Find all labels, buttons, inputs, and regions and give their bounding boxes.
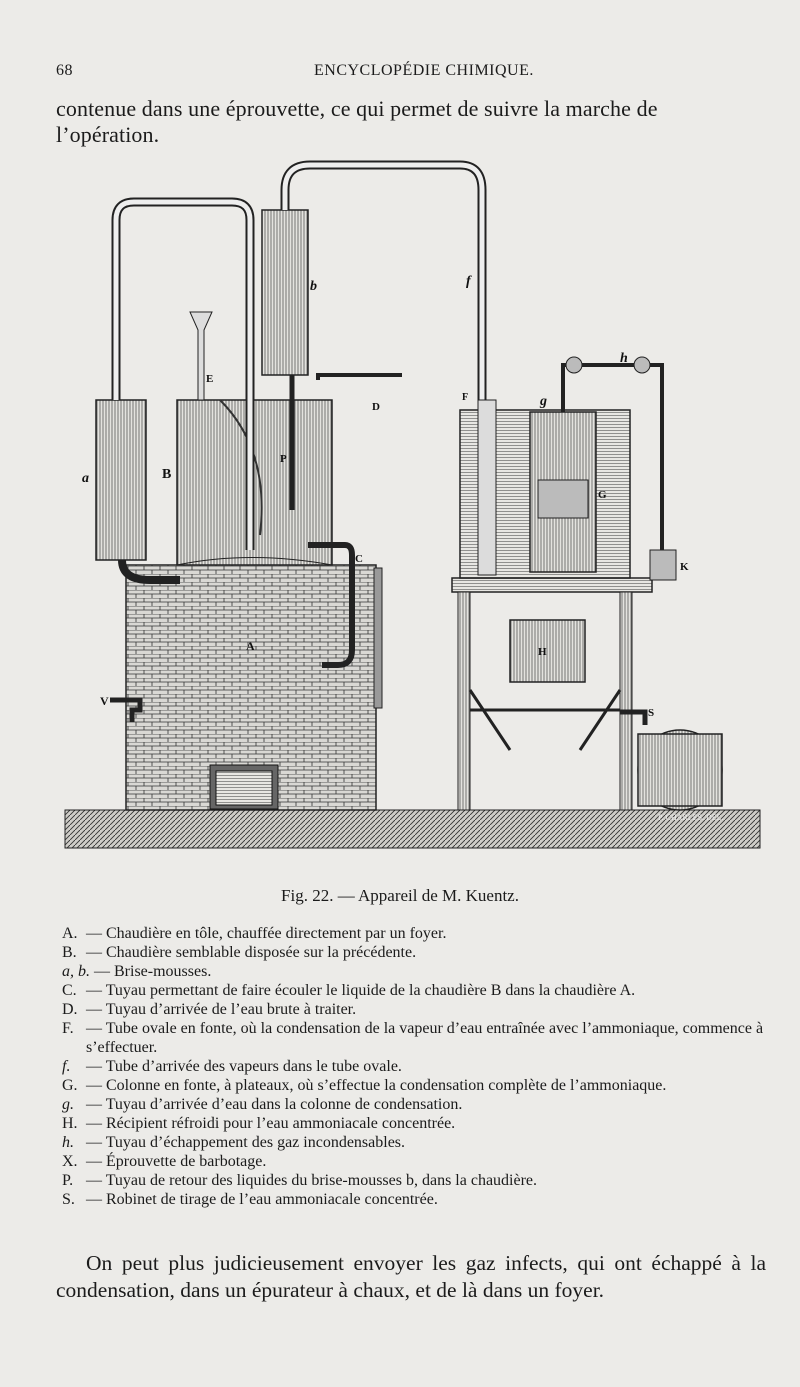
legend-key: G. [62, 1077, 78, 1094]
legend-text: — Tuyau permettant de faire écouler le liquide de la chaudière B dans la chaudière A. [86, 982, 636, 999]
legend-key: X. [62, 1153, 78, 1170]
legend-text: — Tuyau d’arrivée d’eau dans la colonne de condensation. [86, 1096, 463, 1113]
legend-text: — Tube d’arrivée des vapeurs dans le tube ovale. [86, 1058, 402, 1075]
lead-paragraph: contenue dans une éprouvette, ce qui permet de suivre la marche de l’opération. [56, 96, 658, 147]
running-title: ENCYCLOPÉDIE CHIMIQUE. [314, 62, 534, 79]
engraver-signature: P. CHARLES. DEL. [658, 813, 724, 822]
legend-text: — Chaudière semblable disposée sur la précédente. [86, 944, 417, 961]
receiver-H [510, 620, 585, 682]
legend-key: g. [62, 1096, 74, 1113]
legend-item [62, 1190, 777, 1209]
label-K: K [680, 561, 689, 573]
label-g: g [540, 394, 547, 409]
closing-paragraph: On peut plus judicieusement envoyer les gaz infects, qui ont échappé à la condensation, dans un épurateur à chaux, et de là dans un foyer. [56, 1251, 766, 1302]
legend-item [62, 1000, 777, 1019]
label-D: D [372, 401, 380, 413]
label-F: F [462, 392, 469, 403]
label-V: V [100, 694, 109, 708]
legend-text: — Brise-mousses. [94, 963, 212, 980]
label-G: G [598, 489, 607, 501]
legend-key: F. [62, 1020, 74, 1037]
brise-mousse-b [262, 210, 308, 375]
legend-item [62, 1152, 777, 1171]
label-b: b [310, 279, 317, 294]
legend-item [62, 924, 777, 943]
legend-key: B. [62, 944, 77, 961]
legend-key: h. [62, 1134, 74, 1151]
label-a: a [82, 471, 89, 486]
legend-key: D. [62, 1001, 78, 1018]
legend-text: — Colonne en fonte, à plateaux, où s’effectue la condensation complète de l’ammoniaque. [86, 1077, 667, 1094]
legend-text: — Tube ovale en fonte, où la condensation de la vapeur d’eau entraînée avec l’ammoniaque, commence à s’effectuer. [86, 1020, 764, 1056]
legend-item [62, 1171, 777, 1190]
apparatus-engraving [60, 150, 765, 850]
figure-legend [62, 924, 777, 1209]
label-C: C [355, 553, 363, 565]
legend-item [62, 1019, 777, 1057]
legend-key: A. [62, 925, 78, 942]
legend-item [62, 1095, 777, 1114]
legend-item [62, 962, 777, 981]
figure-caption: Fig. 22. — Appareil de M. Kuentz. [281, 886, 519, 905]
label-P: P [280, 453, 287, 465]
legend-item [62, 981, 777, 1000]
apparatus-figure [60, 150, 765, 850]
legend-item [62, 1133, 777, 1152]
legend-text: — Tuyau d’échappement des gaz incondensables. [86, 1134, 406, 1151]
page-header [56, 62, 756, 86]
legend-key: P. [62, 1172, 74, 1189]
label-A: A [246, 639, 255, 653]
legend-text: — Tuyau de retour des liquides du brise-mousses b, dans la chaudière. [86, 1172, 538, 1189]
brise-mousse-a [96, 400, 146, 560]
label-B: B [162, 467, 172, 482]
eprouvette-K [650, 550, 676, 580]
legend-key: C. [62, 982, 77, 999]
legend-item [62, 1057, 777, 1076]
condenser-stand [452, 578, 652, 592]
legend-text: — Tuyau d’arrivée de l’eau brute à traiter. [86, 1001, 357, 1018]
label-E: E [206, 373, 214, 385]
label-f: f [466, 274, 471, 289]
oval-tube-F [478, 400, 496, 575]
legend-item [62, 1114, 777, 1133]
legend-key: S. [62, 1191, 75, 1208]
legend-item [62, 943, 777, 962]
legend-key: a, b. [62, 963, 90, 980]
legend-text: — Éprouvette de barbotage. [86, 1153, 267, 1170]
legend-text: — Robinet de tirage de l’eau ammoniacale concentrée. [86, 1191, 438, 1208]
label-h: h [620, 351, 628, 366]
label-H: H [538, 646, 547, 658]
legend-text: — Chaudière en tôle, chauffée directement par un foyer. [86, 925, 447, 942]
legend-text: — Récipient réfroidi pour l’eau ammoniacale concentrée. [86, 1115, 456, 1132]
ground [65, 810, 760, 848]
page-number: 68 [56, 62, 73, 79]
label-S: S [648, 707, 655, 719]
legend-key: H. [62, 1115, 78, 1132]
legend-item [62, 1076, 777, 1095]
legend-key: f. [62, 1058, 71, 1075]
